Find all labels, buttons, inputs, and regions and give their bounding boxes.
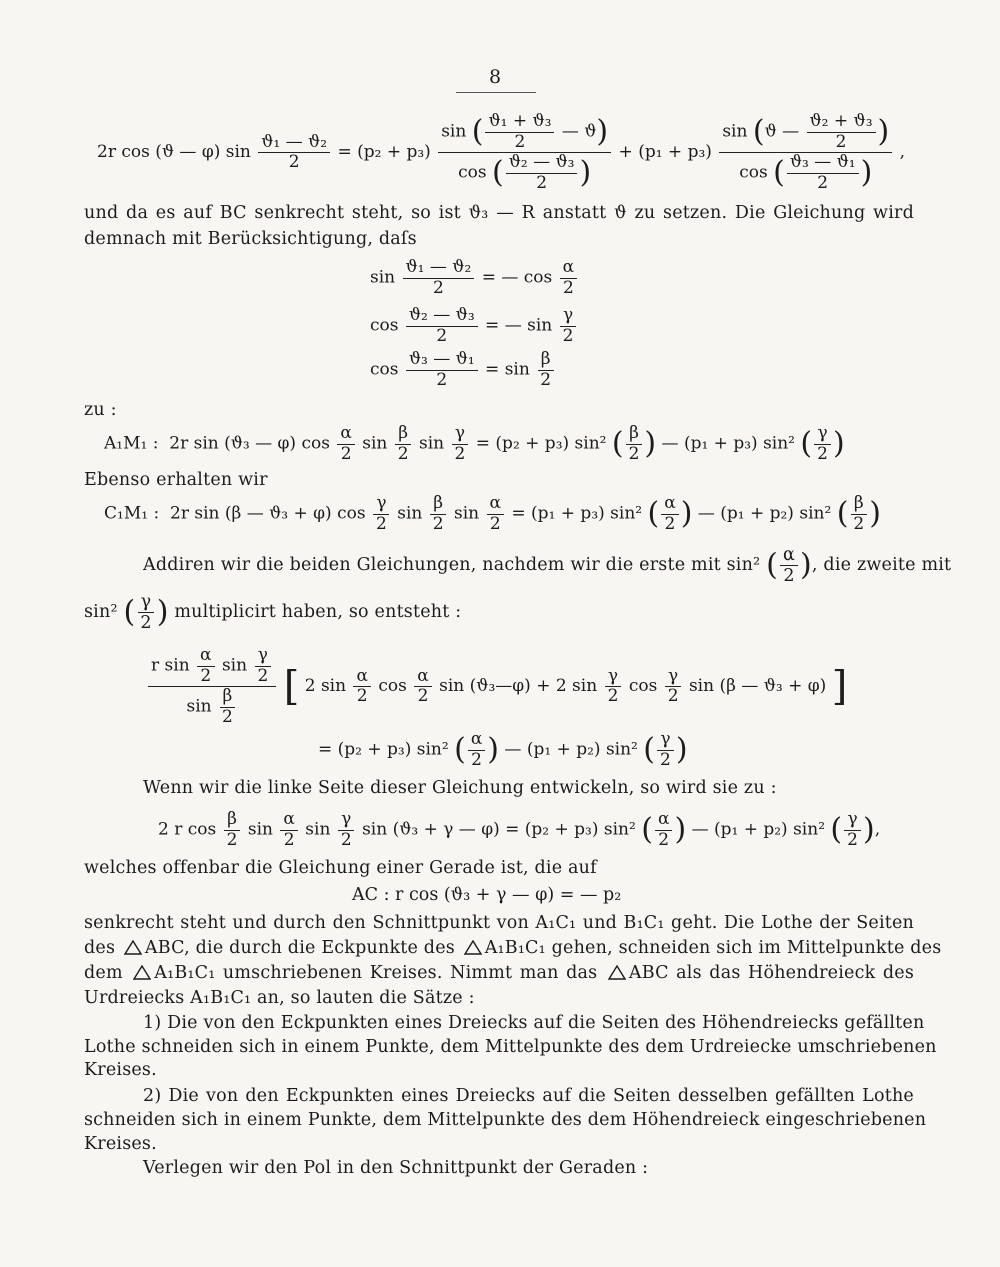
a1m1-label: A₁M₁ : <box>104 433 159 454</box>
equation-combined-rhs: = (p₂ + p₃) sin² ( $\frac{\alpha}{2}$ ) — (p₁ + p₂) sin² ( $\frac{\gamma}{2}$ ) <box>318 729 688 770</box>
triangle-icon <box>124 940 142 955</box>
eq1-term2: sin (ϑ — $\frac{\text{ϑ₂ + ϑ₃}}{2}$ ) cos ( $\frac{\text{ϑ₃ — ϑ₁}}{2}$ ) <box>719 112 892 193</box>
text-p3: dem A₁B₁C₁ umschriebenen Kreises. Nimmt man das ABC als das Höhendreieck des <box>84 963 915 983</box>
text-p2: des ABC, die durch die Eckpunkte des A₁B₁C₁ gehen, schneiden sich im Mittelpunkte des <box>84 938 942 958</box>
text-line-1: und da es auf BC senkrecht steht, so ist ϑ₃ — R anstatt ϑ zu setzen. Die Gleichung wird <box>84 203 914 223</box>
text-s2b: schneiden sich in einem Punkte, dem Mittelpunkte des dem Höhendreieck eingeschriebenen <box>84 1110 927 1130</box>
triangle-icon <box>464 940 482 955</box>
text-s1b: Lothe schneiden sich in einem Punkte, dem Mittelpunkte des dem Urdreiecke umschriebenen <box>84 1037 937 1057</box>
triangle-icon <box>608 965 626 980</box>
page-number: 8 <box>489 66 502 88</box>
equation-developed: 2 r cos $\frac{\beta}{2}$ sin $\frac{\alpha}{2}$ sin $\frac{\gamma}{2}$ sin (ϑ₃ + γ — φ) = (p₂ + p₃) sin² ( $\frac{\alpha}{2}$ ) — (p₁ + p₂) sin² ( $\frac{\gamma}{2}$ ), <box>158 809 881 850</box>
system-row-2: cos $\frac{\text{ϑ₂ — ϑ₃}}{2}$ = — sin $\frac{\gamma}{2}$ <box>370 306 578 346</box>
eq1-plus: + (p₁ + p₃) <box>618 142 712 163</box>
header-rule <box>456 92 536 93</box>
text-verlegen: Verlegen wir den Pol in den Schnittpunkt der Geraden : <box>143 1158 649 1178</box>
triangle-icon <box>133 965 151 980</box>
eq1-comma: , <box>899 142 906 163</box>
eq1-eqsign: = (p₂ + p₃) <box>337 142 431 163</box>
c1m1-label: C₁M₁ : <box>104 503 160 524</box>
equation-c1m1: C₁M₁ : 2r sin (β — ϑ₃ + φ) cos $\frac{\gamma}{2}$ sin $\frac{\beta}{2}$ sin $\frac{\alpha}{2}$ = (p₁ + p₃) sin² ( $\frac{\alpha}{2}$ ) — (p₁ + p₂) sin² ( $\frac{\beta}{2}$ ) <box>104 493 881 534</box>
eq1-lhs: 2r cos (ϑ — φ) sin <box>97 142 251 163</box>
system-row-1: sin $\frac{\text{ϑ₁ — ϑ₂}}{2}$ = — cos $\frac{\alpha}{2}$ <box>370 258 579 298</box>
text-p1: senkrecht steht und durch den Schnittpunkt von A₁C₁ und B₁C₁ geht. Die Lothe der Seiten <box>84 913 914 933</box>
system-row-3: cos $\frac{\text{ϑ₃ — ϑ₁}}{2}$ = sin $\frac{\beta}{2}$ <box>370 350 556 390</box>
equation-combined: r sin $\frac{\alpha}{2}$ sin $\frac{\gamma}{2}$ sin $\frac{\beta}{2}$ [ 2 sin $\frac{\alpha}{2}$ cos $\frac{\alpha}{2}$ sin (ϑ₃—φ) + 2 sin $\frac{\gamma}{2}$ cos $\frac{\gamma}{2}$ sin (β — ϑ₃ + φ) ] <box>146 646 847 727</box>
text-line-2: demnach mit Berücksichtigung, daſs <box>84 229 417 249</box>
text-multiplicirt: sin² ( $\frac{\gamma}{2}$ ) multiplicirt haben, so entsteht : <box>84 592 462 634</box>
text-zu: zu : <box>84 400 117 420</box>
equation-a1m1: A₁M₁ : 2r sin (ϑ₃ — φ) cos $\frac{\alpha}{2}$ sin $\frac{\beta}{2}$ sin $\frac{\gamma}{2}$ = (p₂ + p₃) sin² ( $\frac{\beta}{2}$ ) — (p₁ + p₃) sin² ( $\frac{\gamma}{2}$ ) <box>104 423 845 464</box>
eq1-term1: sin ( $\frac{\text{ϑ₁ + ϑ₃}}{2}$ — ϑ) cos ( $\frac{\text{ϑ₂ — ϑ₃}}{2}$ ) <box>438 112 611 193</box>
text-s2a: 2) Die von den Eckpunkten eines Dreiecks auf die Seiten desselben gefällten Lothe <box>143 1086 914 1106</box>
text-p4: Urdreiecks A₁B₁C₁ an, so lauten die Sätze : <box>84 988 475 1008</box>
text-welches: welches offenbar die Gleichung einer Gerade ist, die auf <box>84 858 597 878</box>
text-s1c: Kreises. <box>84 1060 157 1080</box>
text-ebenso: Ebenso erhalten wir <box>84 470 268 490</box>
text-s1a: 1) Die von den Eckpunkten eines Dreiecks auf die Seiten des Höhendreiecks gefällten <box>143 1013 925 1033</box>
equation-ac: AC : r cos (ϑ₃ + γ — φ) = — p₂ <box>352 885 622 905</box>
text-wenn: Wenn wir die linke Seite dieser Gleichung entwickeln, so wird sie zu : <box>143 778 777 798</box>
eq1-lhs-frac: $\frac{\text{ϑ₁ — ϑ₂}}{2}$ <box>258 133 330 173</box>
equation-1 <box>97 112 905 193</box>
combined-prefactor: r sin $\frac{\alpha}{2}$ sin $\frac{\gamma}{2}$ sin $\frac{\beta}{2}$ <box>148 646 276 727</box>
text-s2c: Kreises. <box>84 1134 157 1154</box>
text-addiren: Addiren wir die beiden Gleichungen, nachdem wir die erste mit sin² ( $\frac{\alpha}{2}$ ), die zweite mit <box>143 545 952 587</box>
